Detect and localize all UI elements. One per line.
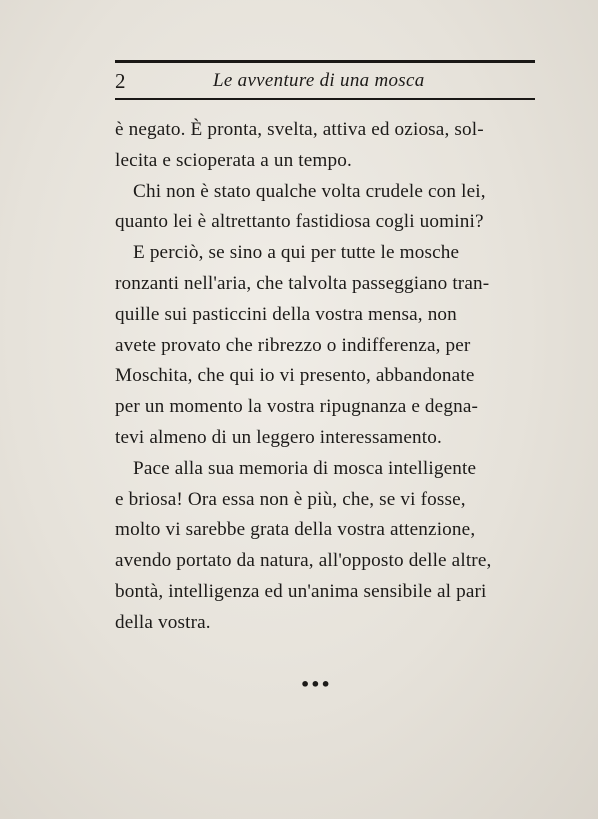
text-line: ronzanti nell'aria, che talvolta passeggiano tran- — [115, 272, 490, 294]
text-line: quanto lei è altrettanto fastidiosa cogli uomini? — [115, 211, 484, 233]
text-line: e briosa! Ora essa non è più, che, se vi fosse, — [115, 488, 466, 510]
text-line: bontà, intelligenza ed un'anima sensibile al pari — [115, 580, 487, 602]
page-number: 2 — [115, 69, 126, 93]
text-line: avendo portato da natura, all'opposto delle altre, — [115, 550, 492, 572]
text-line: Moschita, che qui io vi presento, abbandonate — [115, 365, 475, 387]
text-line: lecita e scioperata a un tempo. — [115, 149, 352, 171]
section-ornament: ••• — [300, 675, 331, 694]
header-bottom-rule — [115, 98, 535, 100]
text-line: avete provato che ribrezzo o indifferenza, per — [115, 334, 471, 356]
text-line: quille sui pasticcini della vostra mensa, non — [115, 303, 457, 325]
running-title: Le avventure di una mosca — [213, 70, 425, 91]
text-line: Chi non è stato qualche volta crudele con lei, — [133, 180, 486, 202]
body-text — [115, 115, 535, 639]
text-line: della vostra. — [115, 611, 211, 633]
running-header — [115, 66, 535, 96]
text-line: molto vi sarebbe grata della vostra attenzione, — [115, 519, 476, 541]
header-top-rule — [115, 60, 535, 63]
text-line: tevi almeno di un leggero interessamento. — [115, 426, 442, 448]
text-line: è negato. È pronta, svelta, attiva ed oziosa, sol- — [115, 119, 484, 140]
text-line: Pace alla sua memoria di mosca intelligente — [133, 457, 477, 479]
text-line: per un momento la vostra ripugnanza e degna- — [115, 396, 479, 418]
text-line: E perciò, se sino a qui per tutte le mosche — [133, 242, 460, 264]
